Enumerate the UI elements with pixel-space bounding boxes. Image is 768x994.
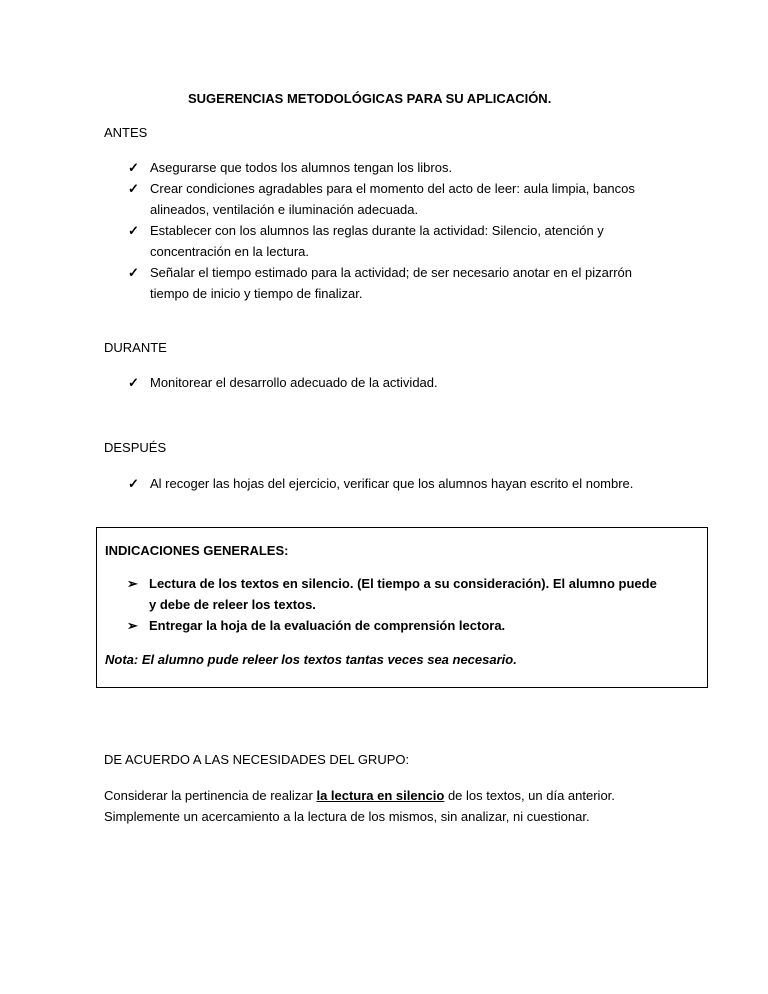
checkmark-icon: [128, 262, 146, 283]
antes-list: [128, 157, 688, 304]
checkmark-icon: [128, 178, 146, 199]
arrow-bullet-icon: [127, 615, 145, 636]
durante-list: [128, 372, 688, 393]
list-item: ➢ Entregar la hoja de la evaluación de comprensión lectora.: [127, 615, 692, 636]
section-heading-grupo: DE ACUERDO A LAS NECESIDADES DEL GRUPO:: [104, 752, 410, 767]
general-note: Nota: El alumno pude releer los textos tantas veces sea necesario.: [105, 652, 517, 667]
checkmark-icon: [128, 220, 146, 241]
list-item: ✓ Monitorear el desarrollo adecuado de la actividad.: [128, 372, 688, 393]
general-instructions-list: [127, 573, 692, 636]
list-item: ✓ Establecer con los alumnos las reglas durante la actividad: Silencio, atención y concentración en la lectura.: [128, 220, 688, 262]
list-item: ➢ Lectura de los textos en silencio. (El tiempo a su consideración). El alumno puede y debe de releer los textos.: [127, 573, 692, 615]
underlined-phrase: la lectura en silencio: [316, 788, 445, 803]
checkmark-icon: [128, 473, 146, 494]
page-title: SUGERENCIAS METODOLÓGICAS PARA SU APLICACIÓN.: [188, 91, 552, 106]
grupo-paragraph: Considerar la pertinencia de realizar la lectura en silencio de los textos, un día anterior. Simplemente un acercamiento a la lectura de los mismos, sin analizar, ni cuestionar.: [104, 788, 615, 824]
list-item: ✓ Asegurarse que todos los alumnos tengan los libros.: [128, 157, 688, 178]
list-item: ✓ Al recoger las hojas del ejercicio, verificar que los alumnos hayan escrito el nombre.: [128, 473, 708, 494]
checkmark-icon: [128, 372, 146, 393]
list-item: ✓ Crear condiciones agradables para el momento del acto de leer: aula limpia, bancos alineados, ventilación e iluminación adecuada.: [128, 178, 688, 220]
general-instructions-heading: INDICACIONES GENERALES:: [105, 543, 289, 558]
section-heading-durante: DURANTE: [104, 340, 167, 355]
general-instructions-box: [96, 527, 708, 688]
section-heading-antes: ANTES: [104, 125, 148, 140]
list-item: ✓ Señalar el tiempo estimado para la actividad; de ser necesario anotar en el pizarrón tiempo de inicio y tiempo de finalizar.: [128, 262, 688, 304]
checkmark-icon: [128, 157, 146, 178]
despues-list: [128, 473, 708, 494]
section-heading-despues: DESPUÉS: [104, 440, 167, 455]
arrow-bullet-icon: [127, 573, 145, 594]
